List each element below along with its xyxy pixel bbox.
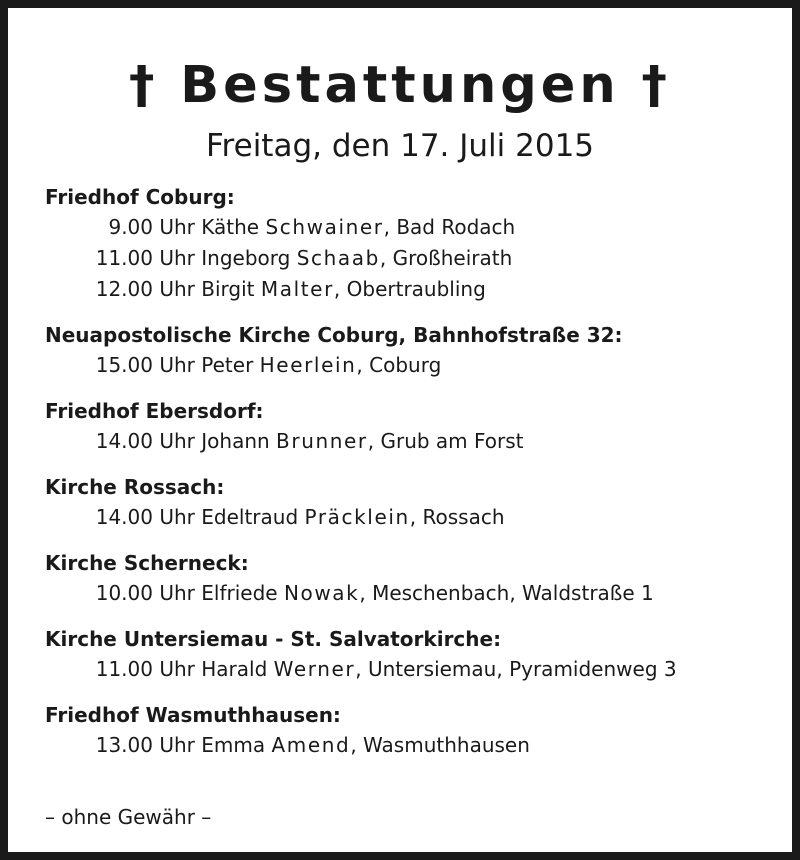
entry-time: 9.00: [108, 215, 153, 239]
entry-place: Großheirath: [392, 246, 513, 270]
entry-time: 13.00: [95, 733, 153, 757]
funeral-entry: 10.00 Uhr Elfriede Nowak, Meschenbach, Waldstraße 1: [45, 578, 785, 609]
entry-place: Bad Rodach: [396, 215, 516, 239]
entry-first-name: Harald: [201, 657, 268, 681]
entry-time: 11.00: [95, 246, 153, 270]
entry-time-unit: Uhr: [159, 246, 195, 270]
section-heading: Kirche Rossach:: [45, 475, 225, 499]
entry-first-name: Johann: [201, 429, 270, 453]
disclaimer-note: – ohne Gewähr –: [45, 805, 212, 829]
entry-time-unit: Uhr: [159, 505, 195, 529]
entry-place: Untersiemau, Pyramidenweg 3: [367, 657, 677, 681]
entry-time-unit: Uhr: [159, 429, 195, 453]
funeral-entry: 14.00 Uhr Johann Brunner, Grub am Forst: [45, 426, 785, 457]
section-kirche-rossach: [45, 472, 785, 533]
entry-place: Wasmuthhausen: [363, 733, 530, 757]
entry-time: 14.00: [95, 505, 153, 529]
entry-time-unit: Uhr: [159, 277, 195, 301]
entry-time-unit: Uhr: [159, 733, 195, 757]
section-heading: Neuapostolische Kirche Coburg, Bahnhofstraße 32:: [45, 323, 623, 347]
entry-place: Obertraubling: [346, 277, 486, 301]
entry-last-name: Brunner: [276, 429, 368, 453]
entry-last-name: Schwainer: [265, 215, 384, 239]
entry-place: Meschenbach, Waldstraße 1: [372, 581, 654, 605]
funeral-list: [45, 182, 785, 776]
entry-time: 11.00: [95, 657, 153, 681]
entry-last-name: Amend: [271, 733, 351, 757]
entry-time: 10.00: [95, 581, 153, 605]
entry-place: Rossach: [422, 505, 505, 529]
entry-place: Coburg: [369, 353, 442, 377]
entry-last-name: Nowak: [283, 581, 360, 605]
entry-place: Grub am Forst: [380, 429, 524, 453]
funeral-entry: 11.00 Uhr Harald Werner, Untersiemau, Pyramidenweg 3: [45, 654, 785, 685]
entry-time-unit: Uhr: [159, 657, 195, 681]
entry-first-name: Käthe: [201, 215, 260, 239]
entry-time: 14.00: [95, 429, 153, 453]
page-title: † Bestattungen †: [129, 56, 671, 115]
section-heading: Kirche Untersiemau - St. Salvatorkirche:: [45, 627, 502, 651]
section-heading: Friedhof Coburg:: [45, 185, 235, 209]
funeral-entry: 15.00 Uhr Peter Heerlein, Coburg: [45, 350, 785, 381]
entry-first-name: Peter: [201, 353, 254, 377]
entry-time-unit: Uhr: [159, 215, 195, 239]
entry-first-name: Birgit: [201, 277, 255, 301]
entry-first-name: Emma: [201, 733, 266, 757]
section-neuapostolische-kirche: [45, 320, 785, 381]
section-friedhof-wasmuthhausen: [45, 700, 785, 761]
section-friedhof-ebersdorf: [45, 396, 785, 457]
section-heading: Kirche Scherneck:: [45, 551, 249, 575]
entry-time-unit: Uhr: [159, 581, 195, 605]
entry-first-name: Elfriede: [201, 581, 278, 605]
funeral-entry: 12.00 Uhr Birgit Malter, Obertraubling: [45, 274, 785, 305]
section-kirche-scherneck: [45, 548, 785, 609]
funeral-entry: 13.00 Uhr Emma Amend, Wasmuthhausen: [45, 730, 785, 761]
entry-first-name: Ingeborg: [201, 246, 291, 270]
section-friedhof-coburg: [45, 182, 785, 305]
section-kirche-untersiemau: [45, 624, 785, 685]
funeral-entry: 11.00 Uhr Ingeborg Schaab, Großheirath: [45, 243, 785, 274]
section-heading: Friedhof Wasmuthhausen:: [45, 703, 341, 727]
date-subtitle: Freitag, den 17. Juli 2015: [205, 128, 595, 164]
entry-last-name: Präcklein: [304, 505, 410, 529]
entry-time: 12.00: [95, 277, 153, 301]
entry-first-name: Edeltraud: [201, 505, 299, 529]
section-heading: Friedhof Ebersdorf:: [45, 399, 264, 423]
entry-last-name: Schaab: [296, 246, 380, 270]
funeral-entry: 14.00 Uhr Edeltraud Präcklein, Rossach: [45, 502, 785, 533]
entry-last-name: Malter: [260, 277, 334, 301]
funeral-entry: 9.00 Uhr Käthe Schwainer, Bad Rodach: [45, 212, 785, 243]
entry-last-name: Heerlein: [259, 353, 357, 377]
entry-last-name: Werner: [273, 657, 356, 681]
entry-time: 15.00: [95, 353, 153, 377]
entry-time-unit: Uhr: [159, 353, 195, 377]
